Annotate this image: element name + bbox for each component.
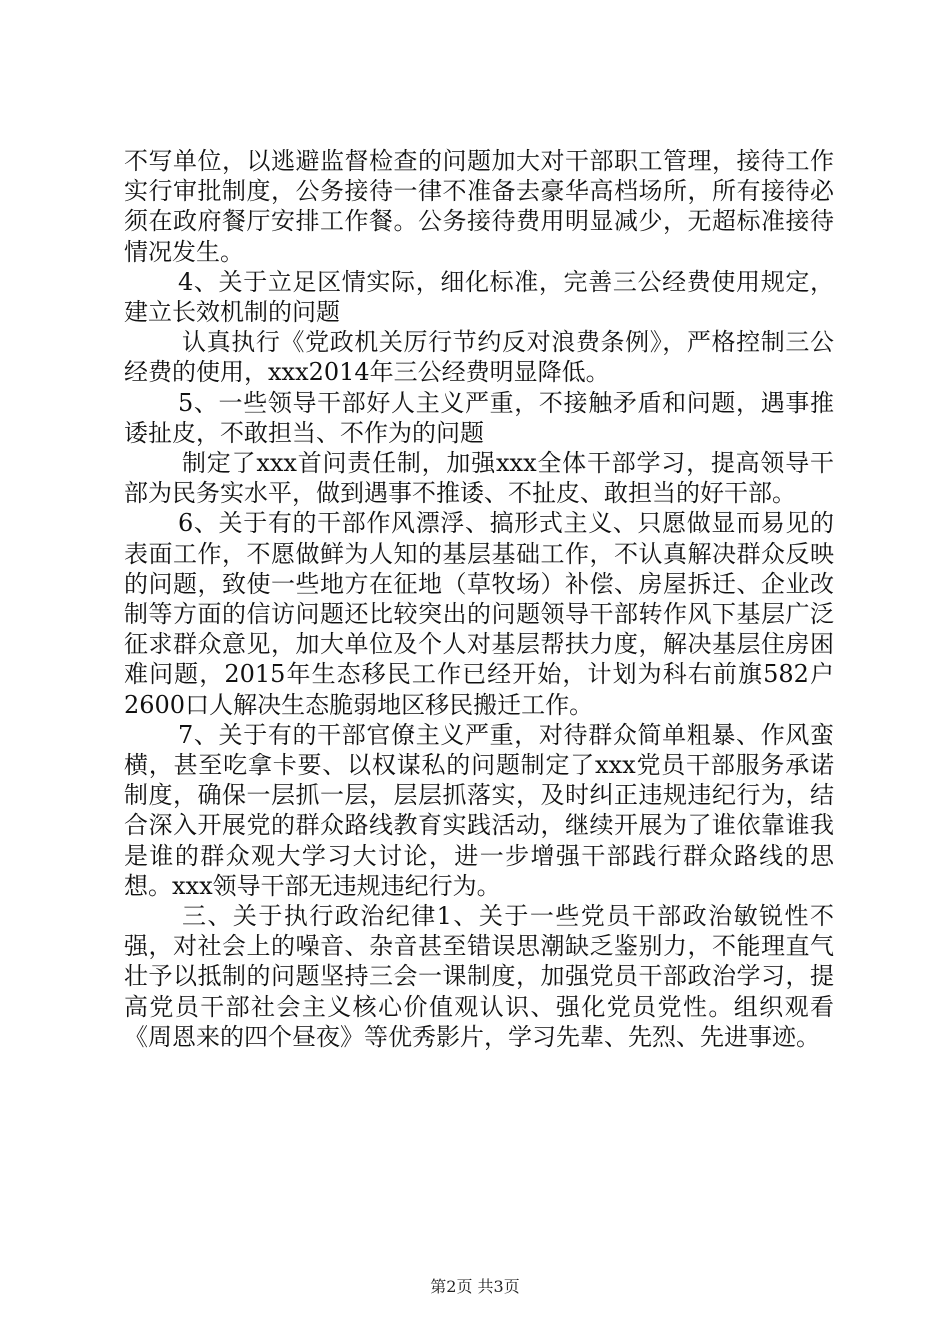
paragraph-item-7: 7、关于有的干部官僚主义严重，对待群众简单粗暴、作风蛮横，甚至吃拿卡要、以权谋私的问题制定了xxx党员干部服务承诺制度，确保一层抓一层，层层抓落实，及时纠正违规违纪行为，结合深入开展党的群众路线教育实践活动，继续开展为了谁依靠谁我是谁的群众观大学习大讨论，进一步增强干部践行群众路线的思想。xxx领导干部无违规违纪行为。	[124, 720, 834, 900]
paragraph-item-4-body: 认真执行《党政机关厉行节约反对浪费条例》，严格控制三公经费的使用，xxx2014年三公经费明显降低。	[124, 328, 834, 387]
document-body	[124, 146, 834, 1052]
paragraph-item-5-heading: 5、一些领导干部好人主义严重，不接触矛盾和问题，遇事推诿扯皮，不敢担当、不作为的问题	[124, 388, 834, 447]
page-footer: 第2页 共3页	[430, 1277, 520, 1296]
paragraph-item-5-body: 制定了xxx首问责任制，加强xxx全体干部学习，提高领导干部为民务实水平，做到遇事不推诿、不扯皮、敢担当的好干部。	[124, 449, 834, 508]
paragraph-item-6: 6、关于有的干部作风漂浮、搞形式主义、只愿做显而易见的表面工作，不愿做鲜为人知的基层基础工作，不认真解决群众反映的问题，致使一些地方在征地（草牧场）补偿、房屋拆迁、企业改制等方面的信访问题还比较突出的问题领导干部转作风下基层广泛征求群众意见，加大单位及个人对基层帮扶力度，解决基层住房困难问题，2015年生态移民工作已经开始，计划为科右前旗582户2600口人解决生态脆弱地区移民搬迁工作。	[124, 509, 834, 719]
paragraph-section-3: 三、关于执行政治纪律1、关于一些党员干部政治敏锐性不强，对社会上的噪音、杂音甚至错误思潮缺乏鉴别力，不能理直气壮予以抵制的问题坚持三会一课制度，加强党员干部政治学习，提高党员干部社会主义核心价值观认识、强化党员党性。组织观看《周恩来的四个昼夜》等优秀影片，学习先辈、先烈、先进事迹。	[124, 902, 834, 1051]
paragraph-continuation: 不写单位，以逃避监督检查的问题加大对干部职工管理，接待工作实行审批制度，公务接待一律不准备去豪华高档场所，所有接待必须在政府餐厅安排工作餐。公务接待费用明显减少，无超标准接待情况发生。	[124, 147, 834, 266]
paragraph-item-4-heading: 4、关于立足区情实际，细化标准，完善三公经费使用规定，建立长效机制的问题	[124, 267, 834, 327]
